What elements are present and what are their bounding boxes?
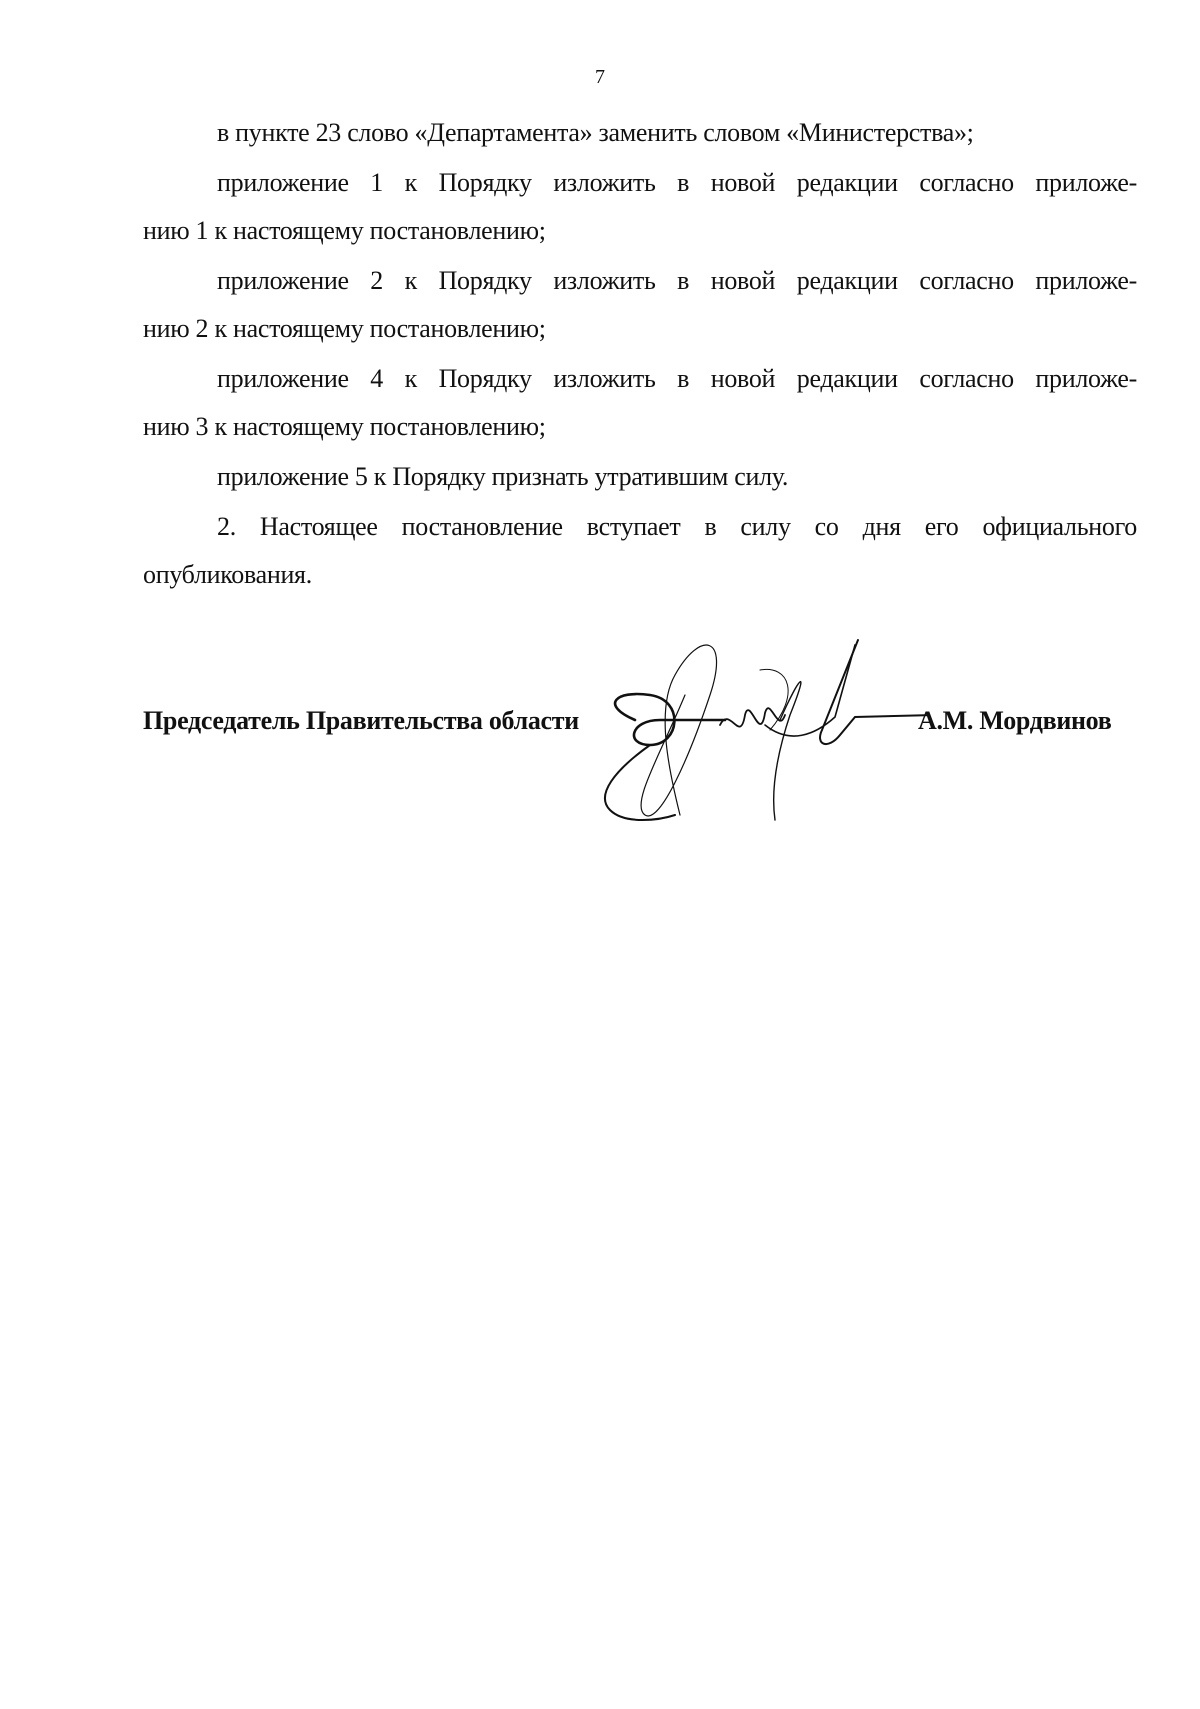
signatory-name: А.М. Мордвинов xyxy=(918,706,1112,735)
signatory-title: Председатель Правительства области xyxy=(143,706,579,735)
paragraph-line: нию 3 к настоящему постановлению; xyxy=(143,412,546,441)
paragraph-line: приложение 5 к Порядку признать утратившим силу. xyxy=(217,462,789,491)
page-number: 7 xyxy=(595,66,605,88)
paragraph-line: приложение 4 к Порядку изложить в новой редакции согласно приложе- xyxy=(217,364,1137,393)
paragraph-line: нию 1 к настоящему постановлению; xyxy=(143,216,546,245)
handwritten-signature xyxy=(590,635,930,835)
paragraph-line: приложение 2 к Порядку изложить в новой редакции согласно приложе- xyxy=(217,266,1137,295)
paragraph-line: нию 2 к настоящему постановлению; xyxy=(143,314,546,343)
paragraph-line: опубликования. xyxy=(143,560,312,589)
paragraph-line: 2. Настоящее постановление вступает в силу со дня его официального xyxy=(217,512,1137,541)
paragraph-line: в пункте 23 слово «Департамента» заменить словом «Министерства»; xyxy=(217,118,974,147)
paragraph-line: приложение 1 к Порядку изложить в новой редакции согласно приложе- xyxy=(217,168,1137,197)
